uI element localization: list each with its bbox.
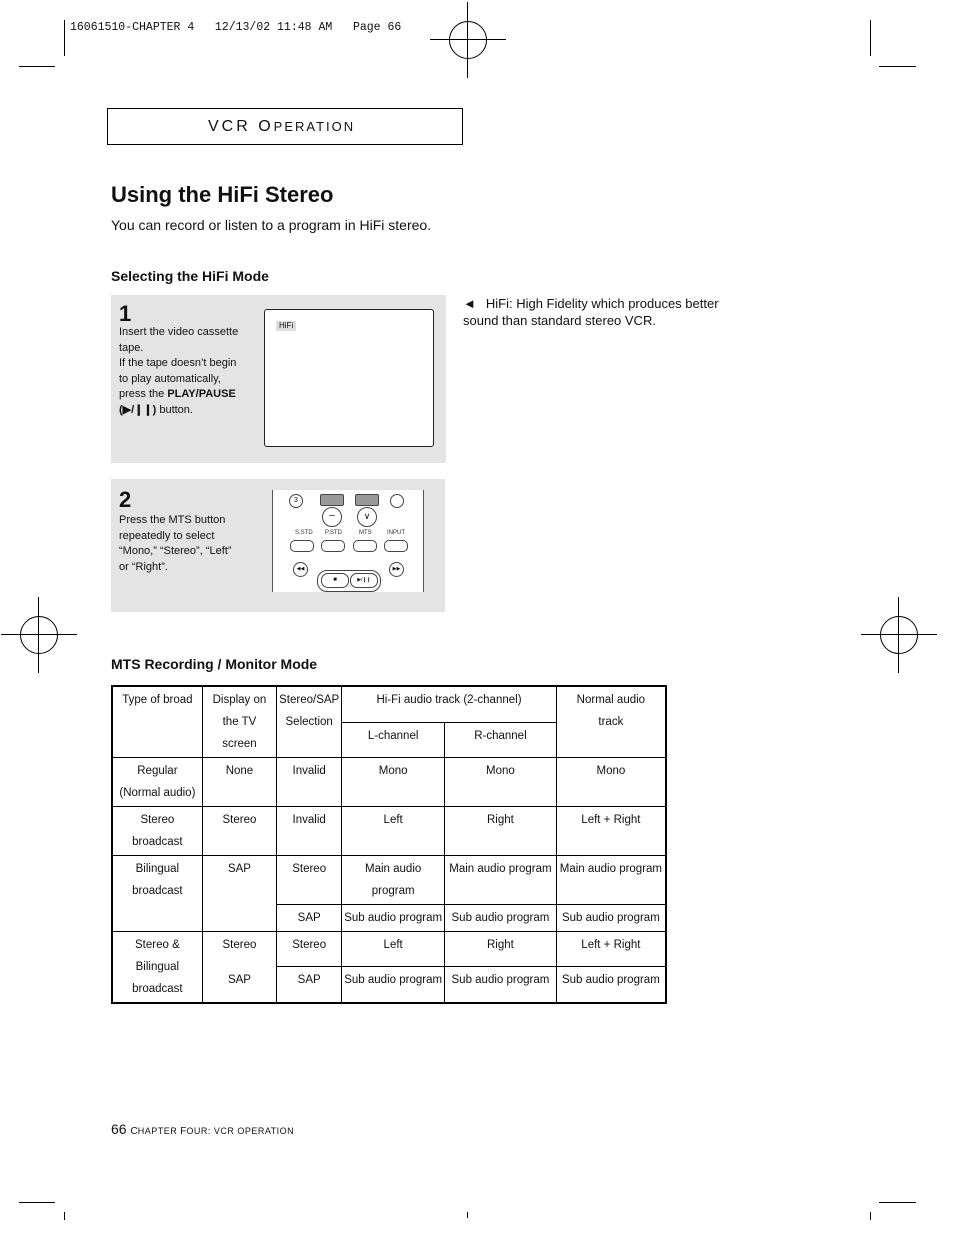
input-label: INPUT — [387, 530, 405, 536]
table-cell: Stereo — [277, 932, 342, 967]
print-slug: 16061510-CHAPTER 4 12/13/02 11:48 AM Page 66 — [70, 21, 402, 34]
table-cell: Sub audio program — [342, 905, 445, 932]
table-cell: Stereo & Bilingual broadcast — [112, 932, 202, 1004]
table-cell: Stereo broadcast — [112, 807, 202, 856]
header-cell: Display on the TV screen — [202, 686, 276, 758]
table-cell: Mono — [342, 758, 445, 807]
table-cell: Invalid — [277, 807, 342, 856]
crop-mark — [870, 1212, 871, 1220]
crop-mark — [64, 20, 65, 56]
table-cell: Sub audio program — [556, 967, 666, 1003]
table-cell: Left + Right — [556, 932, 666, 967]
step-number: 2 — [119, 487, 132, 512]
intro-text: You can record or listen to a program in HiFi stereo. — [111, 217, 432, 233]
header-cell: R-channel — [445, 722, 557, 757]
table-cell: Bilingual broadcast — [112, 856, 202, 932]
minus-button: – — [322, 507, 342, 527]
fast-forward-button: ▶▶ — [389, 562, 404, 577]
mts-table — [111, 685, 667, 1004]
play-pause-button: ▶/❙❙ — [350, 573, 378, 588]
header-cell: Hi-Fi audio track (2-channel) — [342, 686, 557, 722]
table-cell: Left + Right — [556, 807, 666, 856]
page-number: 66 — [111, 1121, 127, 1137]
table-cell: SAP — [202, 856, 276, 932]
crop-mark — [879, 1202, 916, 1203]
registration-mark — [880, 616, 918, 654]
table-cell: SAP — [202, 967, 276, 1003]
page-title: Using the HiFi Stereo — [111, 182, 334, 207]
table-cell: Sub audio program — [445, 905, 557, 932]
stop-button: ■ — [321, 573, 349, 588]
table-cell: Main audio program — [445, 856, 557, 905]
channel-button — [355, 494, 379, 506]
header-cell: Normal audio track — [556, 686, 666, 758]
section-header — [107, 108, 463, 145]
rewind-button: ◀◀ — [293, 562, 308, 577]
channel-button — [320, 494, 344, 506]
arrow-left-icon: ◄ — [463, 296, 476, 311]
header-cell: L-channel — [342, 722, 445, 757]
step-1-text: Insert the video cassette tape. If the tape doesn’t begin to play automatically, press the PLAY/PAUSE (▶/❙❙) button. — [119, 326, 239, 416]
registration-mark — [449, 21, 487, 59]
hifi-note: ◄ HiFi: High Fidelity which produces better sound than standard stereo VCR. — [463, 296, 719, 328]
p-std-label: P.STD — [325, 530, 342, 536]
table-cell: Main audio program — [342, 856, 445, 905]
table-cell: None — [202, 758, 276, 807]
registration-mark — [20, 616, 58, 654]
round-button — [390, 494, 404, 508]
section-title: VCR OPERATION — [208, 118, 356, 135]
header-cell: Stereo/SAP Selection — [277, 686, 342, 758]
table-cell: SAP — [277, 967, 342, 1003]
s-std-button — [290, 540, 314, 552]
p-std-button — [321, 540, 345, 552]
table-cell: Stereo — [202, 932, 276, 967]
table-row — [112, 932, 666, 967]
header-cell: Type of broad — [112, 686, 202, 758]
subsection-heading: Selecting the HiFi Mode — [111, 268, 269, 284]
subsection-heading: MTS Recording / Monitor Mode — [111, 656, 318, 672]
table-cell: Right — [445, 807, 557, 856]
step-number: 1 — [119, 301, 132, 326]
table-cell: Invalid — [277, 758, 342, 807]
step-2-text: Press the MTS button repeatedly to select “Mono,” “Stereo”, “Left” or “Right”. — [119, 514, 232, 573]
table-cell: Sub audio program — [445, 967, 557, 1003]
s-std-label: S.STD — [295, 530, 313, 536]
tv-screen — [264, 309, 434, 447]
table-cell: Sub audio program — [556, 905, 666, 932]
table-row — [112, 807, 666, 856]
crop-mark — [870, 20, 871, 56]
table-cell: Stereo — [202, 807, 276, 856]
number-3-button: 3 — [289, 494, 303, 508]
crop-mark — [467, 1212, 468, 1218]
crop-mark — [879, 66, 916, 67]
chapter-title: CHAPTER FOUR: VCR OPERATION — [130, 1126, 295, 1137]
down-button: ∨ — [357, 507, 377, 527]
table-row — [112, 856, 666, 905]
crop-mark — [64, 1212, 65, 1220]
mts-label: MTS — [359, 530, 372, 536]
osd-hifi-label: HiFi — [276, 321, 296, 331]
crop-mark — [19, 1202, 55, 1203]
remote-control-illustration — [272, 490, 424, 592]
table-row — [112, 686, 666, 722]
table-cell: Mono — [445, 758, 557, 807]
table-cell: SAP — [277, 905, 342, 932]
mts-button — [353, 540, 377, 552]
table-cell: Main audio program — [556, 856, 666, 905]
table-cell: Left — [342, 932, 445, 967]
table-cell: Stereo — [277, 856, 342, 905]
table-cell: Left — [342, 807, 445, 856]
table-cell: Mono — [556, 758, 666, 807]
table-cell: Regular (Normal audio) — [112, 758, 202, 807]
table-cell: Sub audio program — [342, 967, 445, 1003]
input-button — [384, 540, 408, 552]
crop-mark — [19, 66, 55, 67]
table-cell: Right — [445, 932, 557, 967]
page-footer — [111, 1121, 294, 1137]
table-row — [112, 758, 666, 807]
